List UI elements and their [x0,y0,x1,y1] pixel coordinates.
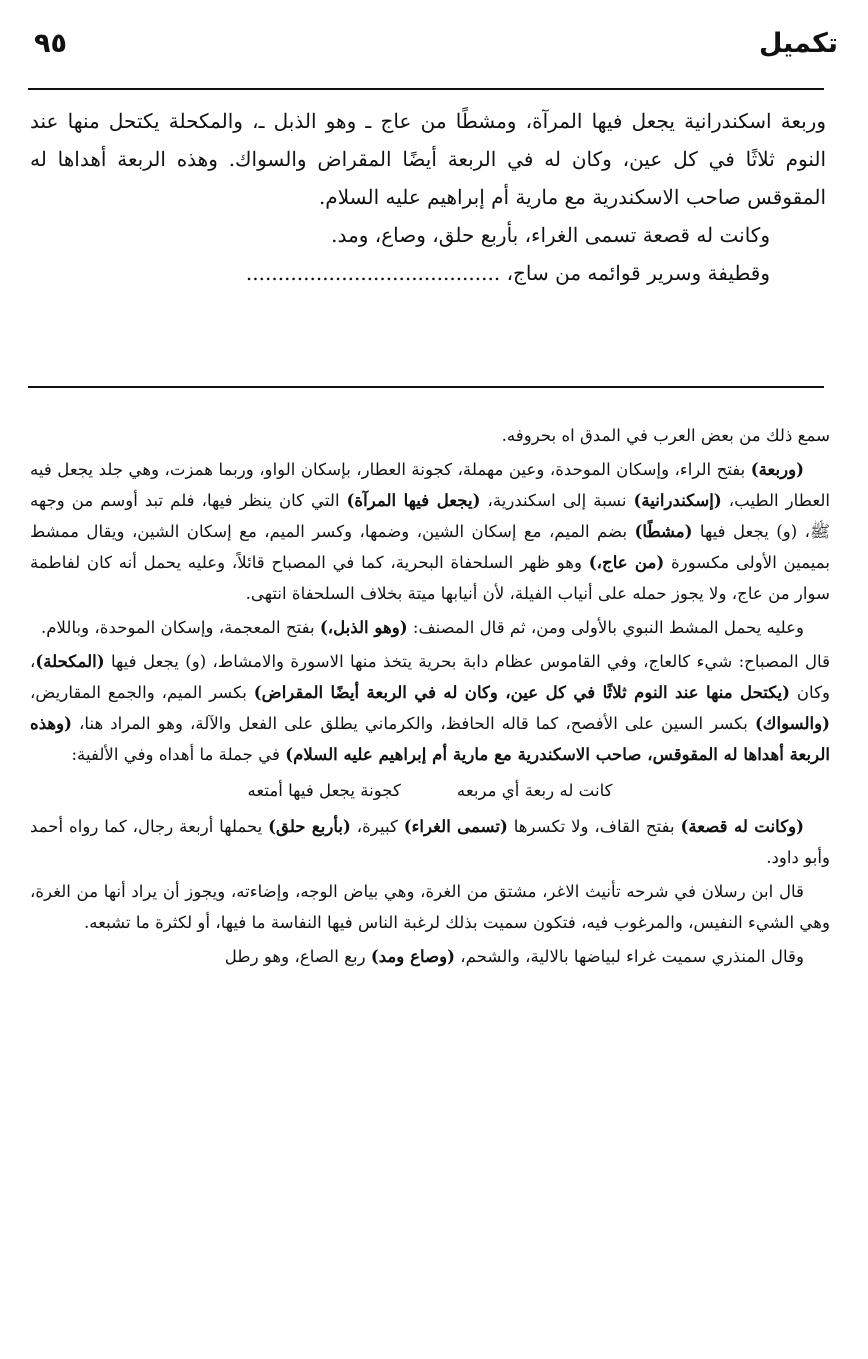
main-line-text: وقطيفة وسرير قوائمه من ساج، [506,261,770,285]
commentary-text: في جملة ما أهداه وفي الألفية: [71,745,286,764]
lemma: (إسكندرانية) [633,490,722,510]
commentary-text: بكسر السين على الأفصح، كما قاله الحافظ، والكرماني يطلق على الفعل والآلة، وهو المراد هنا، [72,714,755,733]
poem-hemistich: كجونة يجعل فيها أمتعه [247,781,401,800]
main-paragraph: وربعة اسكندرانية يجعل فيها المرآة، ومشطًا من عاج ـ وهو الذبل ـ، والمكحلة يكتحل منها عند النوم ثلاثًا في كل عين، وكان له في الربعة أيضًا المقراض والسواك. وهذه الربعة أهداها له المقوقس صاحب الاسكندرية مع مارية أم إبراهيم عليه السلام. [30,109,827,209]
commentary-text: وهو ظهر السلحفاة البحرية، كما في المصباح قائلاً، وعليه يحمل أنه كان لفاطمة سوار من عاج، ولا يجوز حمله على أنياب الفيلة، لأن أنيابها ميتة بخلاف السلحفاة انتهى. [30,553,830,603]
main-line-with-dots [30,254,826,292]
commentary-text: بفتح المعجمة، وإسكان الموحدة، وباللام. [40,618,320,637]
lemma: (بأربع حلق) [268,816,351,836]
lemma: (وهذه الربعة أهداها له المقوقس، صاحب الاسكندرية مع مارية أم إبراهيم عليه السلام) [30,713,830,764]
ellipsis-dots: ........................................ [245,261,501,285]
lemma: (من عاج،) [588,552,665,572]
commentary-text: قال المصباح: شيء كالعاج، وفي القاموس عظام دابة بحرية يتخذ منها الاسورة والامشاط، (و) يجعل فيها [104,652,830,671]
commentary-text: ربع الصاع، وهو رطل [224,947,371,966]
commentary-text: كبيرة، [350,817,404,836]
commentary [30,420,830,975]
lemma: (والسواك) [754,713,830,733]
lemma: (يكتحل منها عند النوم ثلاثًا في كل عين، وكان له في الربعة أيضًا المقراض) [253,682,790,702]
lemma: (يجعل فيها المرآة) [346,490,481,510]
lemma: (وصاع ومد) [370,946,456,966]
commentary-text: يحملها أربعة رجال، كما رواه أحمد وأبو داود. [30,817,830,867]
lemma: (وهو الذبل،) [319,617,408,637]
main-line: وكانت له قصعة تسمى الغراء، بأربع حلق، وصاع، ومد. [331,223,770,247]
commentary-paragraph [30,646,830,770]
commentary-text: بفتح القاف، ولا تكسرها [507,817,681,836]
commentary-text: التي كان ينظر فيها، فلم تبد أوسم من وجهه ﷺ، (و) يجعل فيها [30,491,830,541]
commentary-paragraph [30,941,830,972]
commentary-text: بفتح الراء، وإسكان الموحدة، وعين مهملة، كجونة العطار، بإسكان الواو، وربما همزت، وهي جلد يجعل فيه العطار الطيب، [30,460,830,510]
commentary-paragraph [30,454,830,609]
commentary-paragraph: سمع ذلك من بعض العرب في المدق اه بحروفه. [501,426,830,445]
commentary-text: وعليه يحمل المشط النبوي بالأولى ومن، ثم قال المصنف: [407,618,804,637]
commentary-text: بكسر الميم، والجمع المقاريض، [30,683,254,702]
running-title: تكميل [758,28,838,59]
commentary-paragraph: قال ابن رسلان في شرحه تأنيث الاغر، مشتق من الغرة، وهي بياض الوجه، وإضاءته، ويجوز أن يراد أنها من الغرة، وهي الشيء النفيس، والمرغوب فيه، فتكون سميت بذلك لرغبة الناس فيها النفاسة ما فيها، أو لكثرة ما تشبعه. [30,882,830,932]
commentary-text: نسبة إلى اسكندرية، [480,491,634,510]
main-text [30,102,826,292]
lemma: (وكانت له قصعة) [680,816,804,836]
lemma: (المكحلة) [35,651,105,671]
poem-verse [30,773,830,808]
commentary-paragraph [30,811,830,873]
commentary-text: ، وكان [30,652,830,702]
poem-hemistich: كانت له ربعة أي مربعه [456,781,613,800]
separator-rule [28,386,824,388]
lemma: (تسمى الغراء) [403,816,508,836]
commentary-paragraph [30,612,830,643]
header-rule [28,88,824,90]
lemma: (مشطًا) [634,521,693,541]
lemma: (وربعة) [750,459,804,479]
commentary-text: وقال المنذري سميت غراء لبياضها بالالية، والشحم، [455,947,804,966]
page-number: ٩٥ [34,28,67,59]
commentary-text: بضم الميم، مع إسكان الشين، وضمها، وكسر الميم، مع إسكان الشين، ويقال ممشط بميمين الأولى مكسورة [30,522,830,572]
